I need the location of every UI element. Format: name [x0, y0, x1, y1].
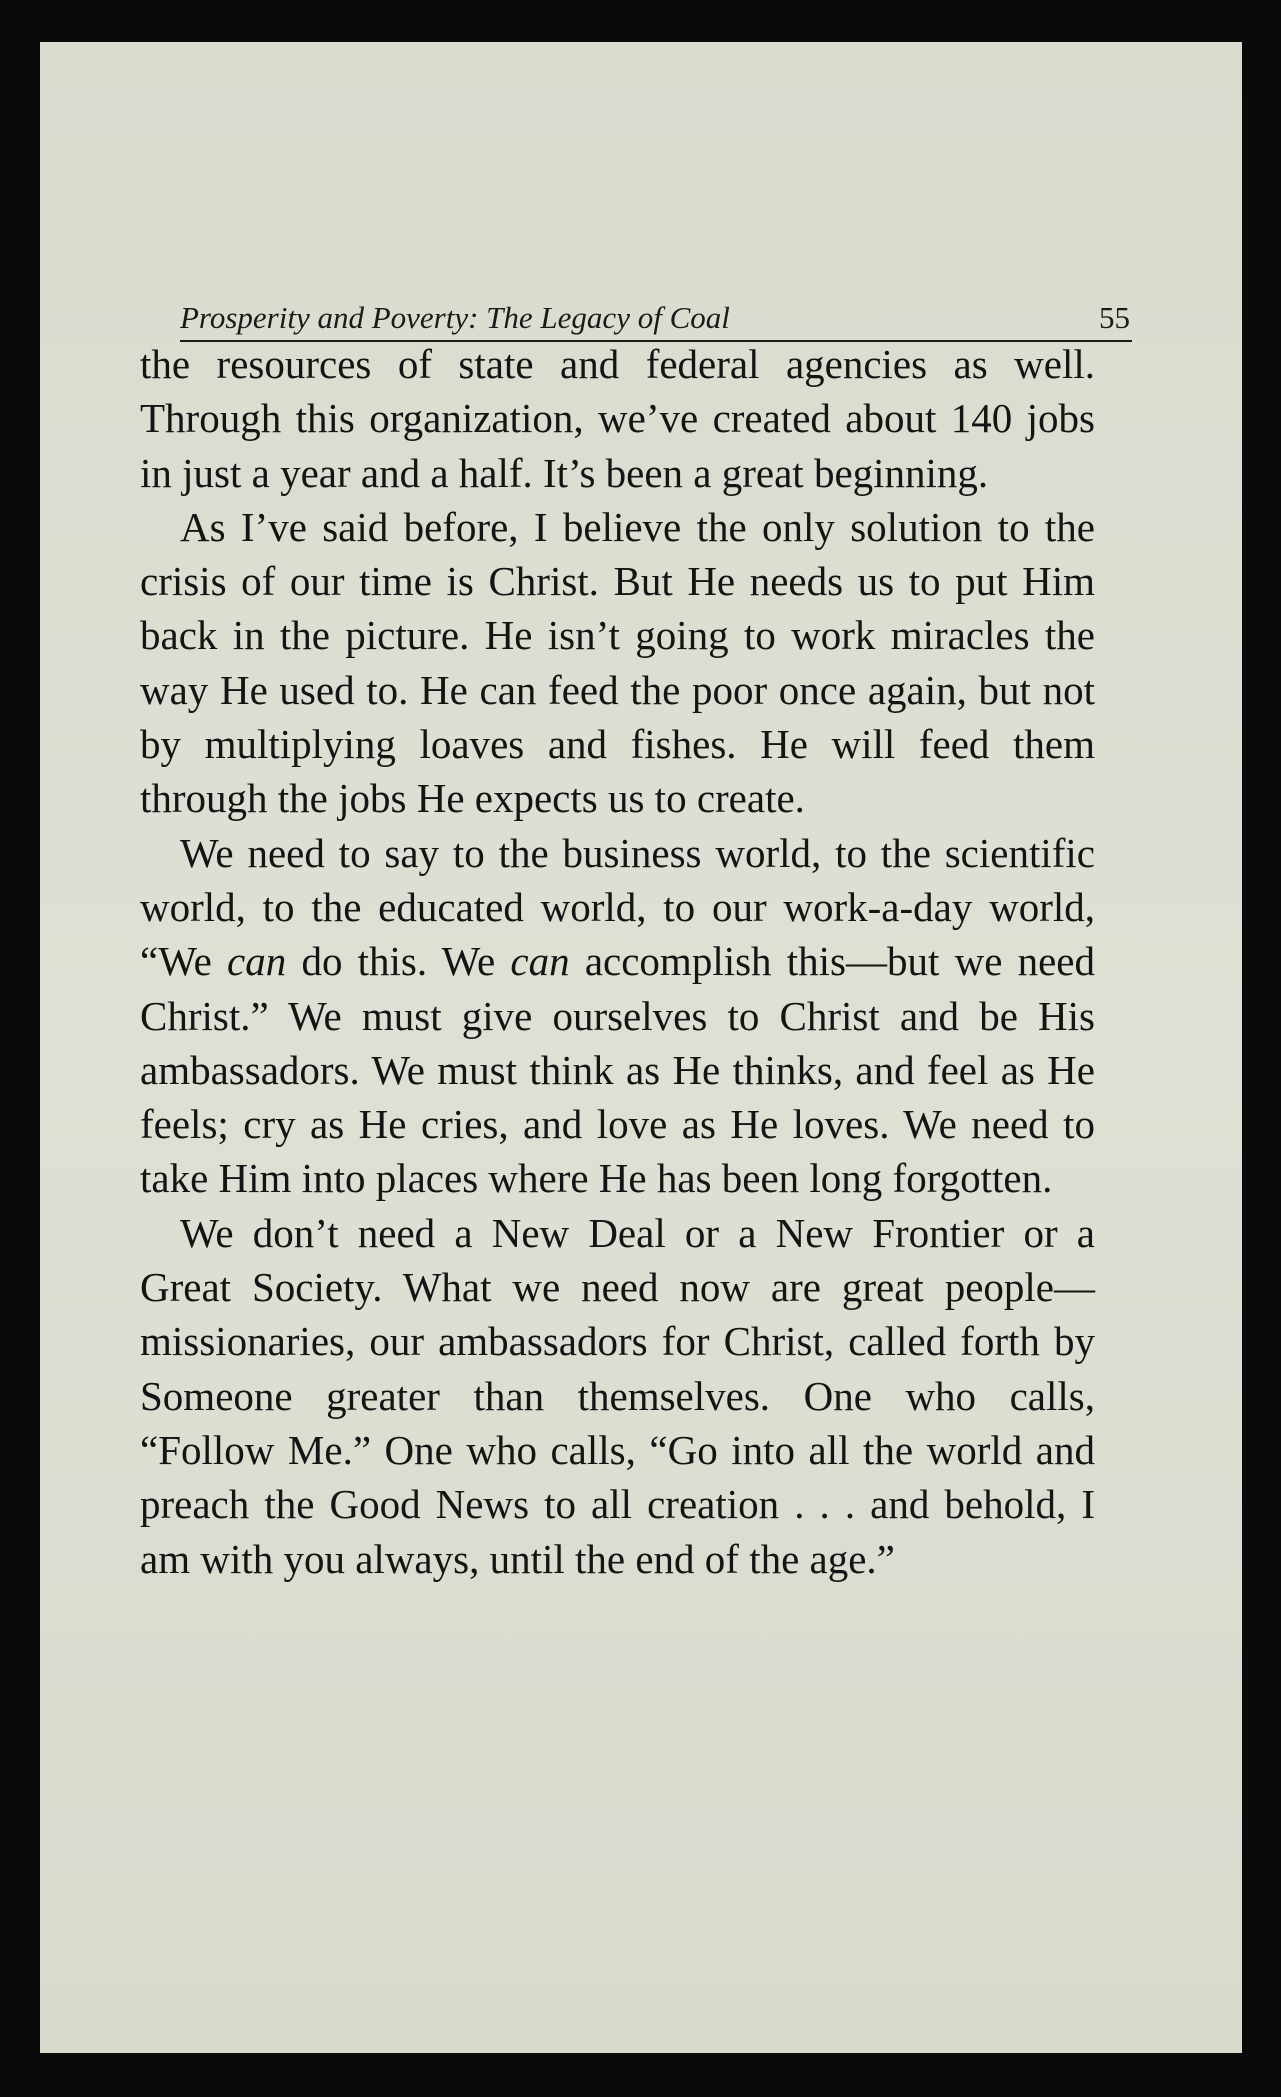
body-text [140, 337, 1095, 1586]
paragraph-3-text-c: accomplish this—but we need Christ.” We must give ourselves to Christ and be His ambassadors. We must think as He thinks, and feel as He feels; cry as He cries, and love as He loves. We need to take Him into places where He has been long forgotten. [140, 938, 1096, 1202]
paragraph-3-text-a: We need to say to the business world, to the scientific world, to the educated world, to our work-a-day world, “We [140, 829, 1095, 985]
paragraph-3-text-b: do this. We [286, 938, 511, 985]
emphasis-can: can [227, 938, 287, 985]
paragraph-1: the resources of state and federal agencies as well. Through this organization, we’ve created about 140 jobs in just a year and a half. It’s been a great beginning. [140, 341, 1095, 496]
page-number: 55 [1099, 300, 1130, 335]
running-header [180, 294, 1132, 342]
emphasis-can: can [510, 938, 570, 985]
paragraph-3 [140, 826, 1095, 1206]
paragraph-2: As I’ve said before, I believe the only solution to the crisis of our time is Christ. But He needs us to put Him back in the picture. He isn’t going to work miracles the way He used to. He can feed the poor once again, but not by multiplying loaves and fishes. He will feed them through the jobs He expects us to create. [140, 503, 1095, 822]
paragraph-4: We don’t need a New Deal or a New Frontier or a Great Society. What we need now are great people—missionaries, our ambassadors for Christ, called forth by Someone greater than themselves. One who calls, “Follow Me.” One who calls, “Go into all the world and preach the Good News to all creation . . . and behold, I am with you always, until the end of the age.” [140, 1209, 1095, 1582]
running-title: Prosperity and Poverty: The Legacy of Coal [180, 300, 730, 335]
